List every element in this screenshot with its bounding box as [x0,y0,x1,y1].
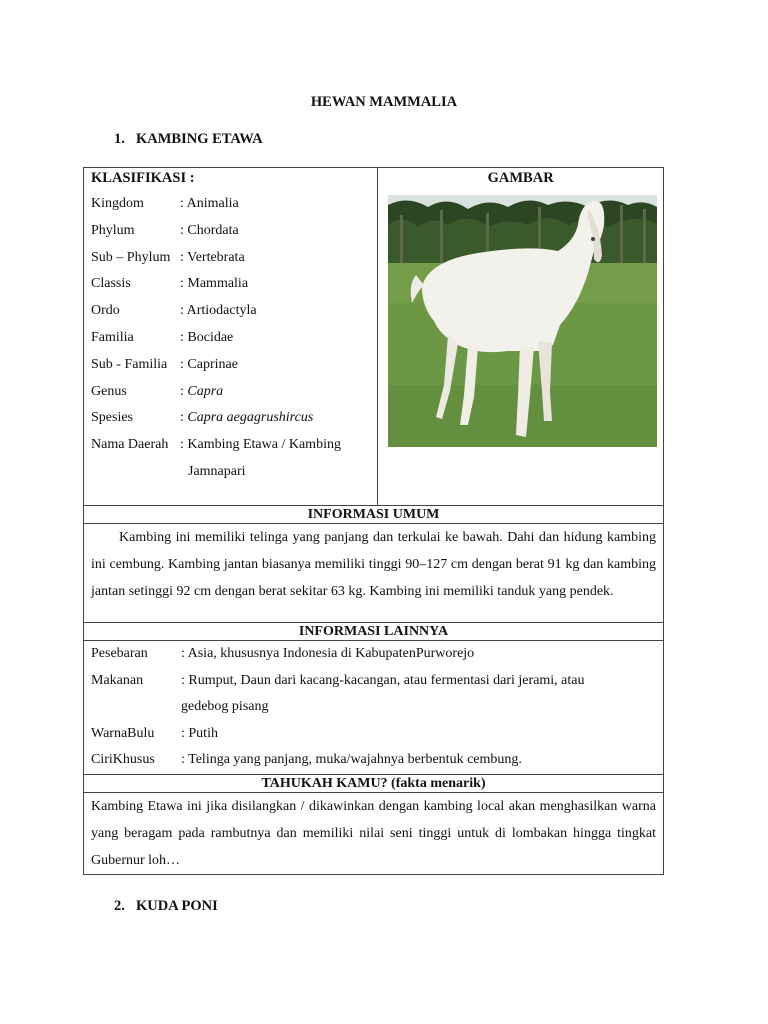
row-value: : Telinga yang panjang, muka/wajahnya berbentuk cembung. [181,752,522,767]
informasi-lainnya-cell [84,641,664,775]
fakta-text: Kambing Etawa ini jika disilangkan / dikawinkan dengan kambing local akan menghasilkan warna yang beragam pada rambutnya dan memiliki nilai seni tinggi untuk di lombakan hingga tingkat Gubernur loh… [91,798,656,868]
row-value [181,668,656,721]
row-value: : Chordata [180,222,239,238]
value-prefix: : [180,410,188,426]
klasifikasi-row [91,405,377,432]
klasifikasi-row [91,245,377,272]
row-key: Classis [91,276,131,292]
lainnya-row [91,668,656,721]
nama-daerah-value-cont: Jamnapari [188,463,246,479]
klasifikasi-row [91,325,377,352]
row-key: Pesebaran [91,646,148,661]
section-title: KUDA PONI [136,898,218,914]
klasifikasi-row [91,432,377,486]
value-prefix: : [180,383,188,399]
genus-value: Capra [187,383,224,399]
lainnya-row [91,641,656,668]
row-key: Phylum [91,222,135,238]
gambar-cell [378,168,664,506]
row-value: : Bocidae [180,329,234,345]
row-key: Kingdom [91,196,144,211]
row-value: : Asia, khususnya Indonesia di KabupatenPurworejo [181,646,475,661]
klasifikasi-row [91,298,377,325]
row-value: : Putih [181,725,218,741]
lainnya-row [91,747,656,774]
row-value [180,405,377,432]
goat-photo [388,195,657,447]
gambar-header: GAMBAR [487,170,554,186]
row-value [180,379,377,406]
section-heading-2 [114,898,218,915]
fakta-header: TAHUKAH KAMU? (fakta menarik) [84,774,664,792]
section-number: 1. [114,131,125,147]
klasifikasi-row [91,379,377,406]
informasi-umum-header: INFORMASI UMUM [84,506,664,524]
row-key: Makanan [91,672,144,688]
page-title: HEWAN MAMMALIA [310,94,458,110]
section-title: KAMBING ETAWA [136,131,263,147]
informasi-lainnya-header: INFORMASI LAINNYA [84,623,664,641]
row-value: : Caprinae [180,356,238,372]
section-number: 2. [114,898,125,914]
row-key: Ordo [91,303,120,319]
klasifikasi-row [91,271,377,298]
info-table [83,167,664,875]
klasifikasi-header: KLASIFIKASI : [91,170,195,186]
row-value: : Artiodactyla [180,303,257,319]
makanan-value-cont: gedebog pisang [181,699,269,714]
klasifikasi-row [91,352,377,379]
row-key: Genus [91,383,127,399]
row-key: WarnaBulu [91,725,155,741]
row-value: : Vertebrata [180,249,245,265]
row-key: Familia [91,329,134,345]
species-value: Capra aegagrushircus [187,410,314,426]
klasifikasi-row [91,218,377,245]
nama-daerah-value: : Kambing Etawa / Kambing [180,437,341,453]
klasifikasi-row [91,191,377,218]
row-key: Sub - Familia [91,356,168,372]
makanan-value: : Rumput, Daun dari kacang-kacangan, atau fermentasi dari jerami, atau [181,672,585,688]
fakta-cell [84,792,664,874]
row-key: Sub – Phylum [91,249,171,265]
row-key: Spesies [91,410,133,426]
lainnya-row [91,721,656,748]
section-heading-1 [114,131,263,148]
informasi-umum-text: Kambing ini memiliki telinga yang panjang dan terkulai ke bawah. Dahi dan hidung kambing ini cembung. Kambing jantan biasanya memiliki tinggi 90–127 cm dengan berat 91 kg dan kambing jantan setinggi 92 cm dengan berat sekitar 63 kg. Kambing ini memiliki tanduk yang pendek. [91,530,656,599]
row-value [180,432,377,486]
row-key: Nama Daerah [91,437,169,453]
row-key: CiriKhusus [91,752,155,767]
klasifikasi-cell [84,168,378,506]
informasi-umum-cell [84,524,664,623]
row-value: : Mammalia [180,276,249,292]
row-value: : Animalia [180,196,239,211]
